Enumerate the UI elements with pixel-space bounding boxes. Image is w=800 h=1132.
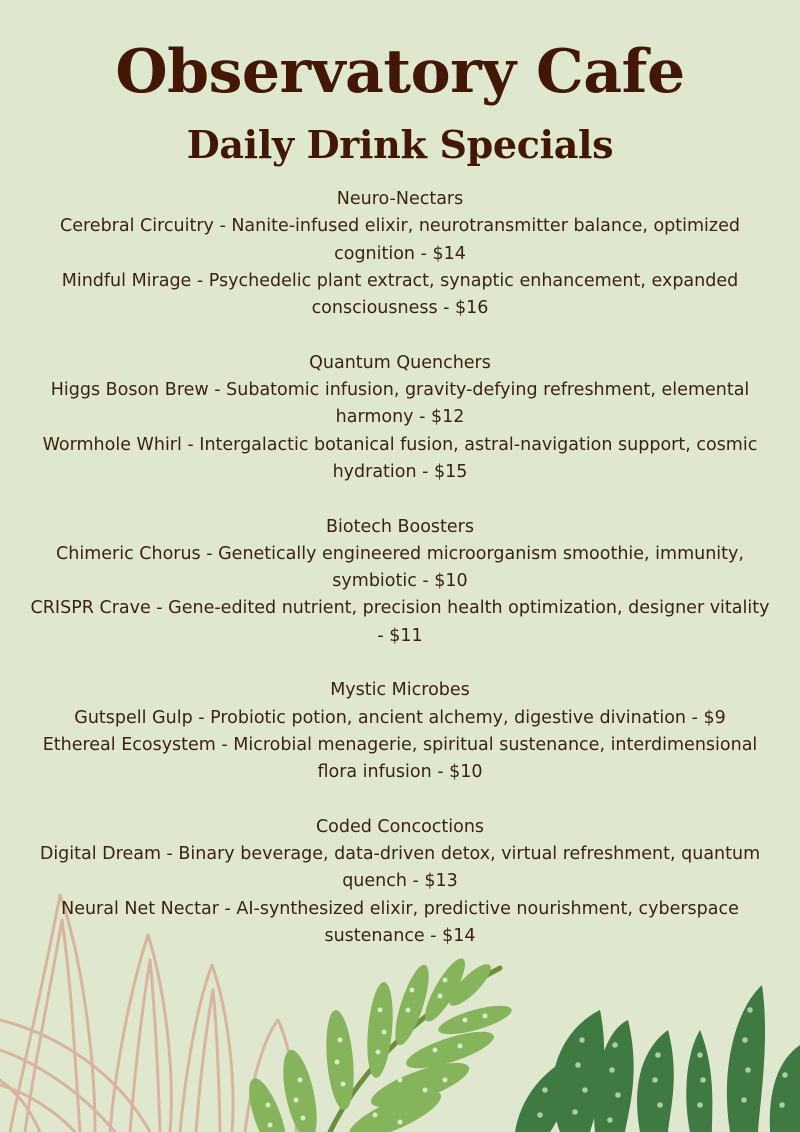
menu-item: Higgs Boson Brew - Subatomic infusion, gravity-defying refreshment, elemental harmony - $12 [50,380,750,428]
menu-section [30,514,770,650]
section-heading: Quantum Quenchers [309,352,491,373]
menu-item: Cerebral Circuitry - Nanite-infused elixir, neurotransmitter balance, optimized cognition - $14 [60,216,740,264]
cafe-title: Observatory Cafe [115,37,685,107]
section-heading: Mystic Microbes [330,680,470,701]
section-heading: Neuro-Nectars [336,189,464,209]
menu-section [30,350,770,486]
menu-item: Ethereal Ecosystem - Microbial menagerie, spiritual sustenance, interdimensional flora infusion - $10 [42,734,758,783]
dark-spotted-leaves-icon [515,985,800,1132]
menu-item: Digital Dream - Binary beverage, data-driven detox, virtual refreshment, quantum quench - $13 [39,844,761,892]
menu-item: Gutspell Gulp - Probiotic potion, ancient alchemy, digestive divination - $9 [74,707,726,728]
menu-item: Wormhole Whirl - Intergalactic botanical fusion, astral-navigation support, cosmic hydration - $15 [42,434,758,482]
menu-item: Mindful Mirage - Psychedelic plant extract, synaptic enhancement, expanded consciousness - $16 [61,270,739,319]
menu-section [30,186,770,322]
menu-section [30,677,770,786]
drink-menu [30,186,770,978]
menu-item: Neural Net Nectar - AI-synthesized elixir, predictive nourishment, cyberspace sustenance - $14 [61,898,739,947]
spotted-fern-icon [241,954,514,1132]
menu-section [30,814,770,950]
menu-subtitle: Daily Drink Specials [186,122,614,167]
menu-item: CRISPR Crave - Gene-edited nutrient, precision health optimization, designer vitality - $11 [30,598,770,646]
section-heading: Biotech Boosters [326,516,474,537]
menu-item: Chimeric Chorus - Genetically engineered microorganism smoothie, immunity, symbiotic - $10 [56,543,744,592]
section-heading: Coded Concoctions [315,816,485,837]
